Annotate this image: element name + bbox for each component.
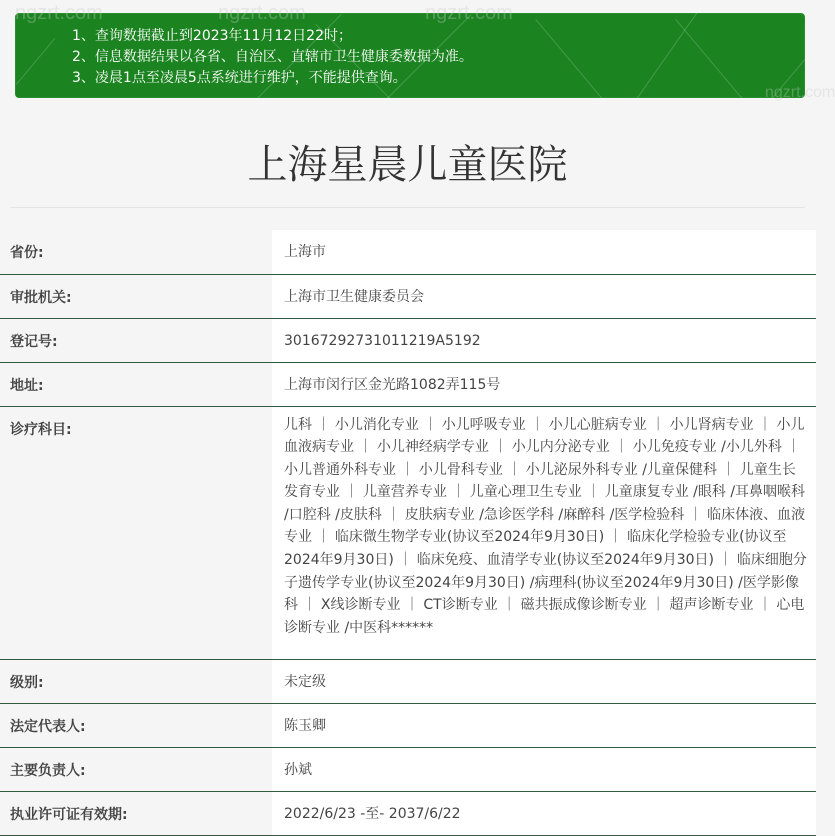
table-row: [0, 318, 816, 362]
watermark: ngzrt.com: [765, 84, 835, 101]
field-label-level: 级别:: [0, 659, 272, 703]
decorative-line: [16, 38, 55, 85]
field-value-departments: 儿科 ｜ 小儿消化专业 ｜ 小儿呼吸专业 ｜ 小儿心脏病专业 ｜ 小儿肾病专业 ｜ 小儿血液病专业 ｜ 小儿神经病学专业 ｜ 小儿内分泌专业 ｜ 小儿免疫专业 /小儿外科 ｜ 小儿普通外科专业 ｜ 小儿骨科专业 ｜ 小儿泌尿外科专业 /儿童保健科 ｜ 儿童生长发育专业 ｜ 儿童营养专业 ｜ 儿童心理卫生专业 ｜ 儿童康复专业 /眼科 /耳鼻咽喉科 /口腔科 /皮肤科 ｜ 皮肤病专业 /急诊医学科 /麻醉科 /医学检验科 ｜ 临床体液、血液专业 ｜ 临床微生物学专业(协议至2024年9月30日) ｜ 临床化学检验专业(协议至2024年9月30日) ｜ 临床免疫、血清学专业(协议至2024年9月30日) ｜ 临床细胞分子遗传学专业(协议至2024年9月30日) /病理科(协议至2024年9月30日) /医学影像科 ｜ X线诊断专业 ｜ CT诊断专业 ｜ 磁共振成像诊断专业 ｜ 超声诊断专业 ｜ 心电诊断专业 /中医科******: [272, 406, 816, 659]
field-value-level: 未定级: [272, 659, 816, 703]
field-label-legal-representative: 法定代表人:: [0, 703, 272, 747]
field-value-registration-number: 30167292731011219A5192: [272, 318, 816, 362]
notice-line-3: 3、凌晨1点至凌晨5点系统进行维护，不能提供查询。: [72, 70, 407, 86]
field-value-license-validity: 2022/6/23 -至- 2037/6/22: [272, 791, 816, 835]
watermark: ngzrt.com: [425, 2, 513, 24]
watermark: ngzrt.com: [15, 2, 103, 24]
field-label-license-validity: 执业许可证有效期:: [0, 791, 272, 835]
table-row: [0, 274, 816, 318]
field-label-address: 地址:: [0, 362, 272, 406]
field-value-principal: 孙斌: [272, 747, 816, 791]
field-value-approval-authority: 上海市卫生健康委员会: [272, 274, 816, 318]
notice-line-2: 2、信息数据结果以各省、自治区、直辖市卫生健康委数据为准。: [72, 49, 473, 65]
notice-banner: [15, 13, 805, 98]
field-label-approval-authority: 审批机关:: [0, 274, 272, 318]
field-label-principal: 主要负责人:: [0, 747, 272, 791]
field-value-legal-representative: 陈玉卿: [272, 703, 816, 747]
table-row: [0, 747, 816, 791]
hospital-info-table: [0, 230, 816, 836]
field-label-registration-number: 登记号:: [0, 318, 272, 362]
table-row: [0, 406, 816, 659]
watermark: ngzrt.com: [218, 2, 306, 24]
table-row: [0, 659, 816, 703]
table-row: [0, 230, 816, 274]
notice-line-1: 1、查询数据截止到2023年11月12日22时；: [72, 28, 352, 44]
field-value-address: 上海市闵行区金光路1082弄115号: [272, 362, 816, 406]
field-value-province: 上海市: [272, 230, 816, 274]
title-section: [10, 120, 805, 208]
table-row: [0, 362, 816, 406]
table-row: [0, 703, 816, 747]
field-label-province: 省份:: [0, 230, 272, 274]
hospital-name: 上海星晨儿童医院: [247, 142, 568, 188]
field-label-departments: 诊疗科目:: [0, 406, 272, 659]
table-row: [0, 791, 816, 835]
